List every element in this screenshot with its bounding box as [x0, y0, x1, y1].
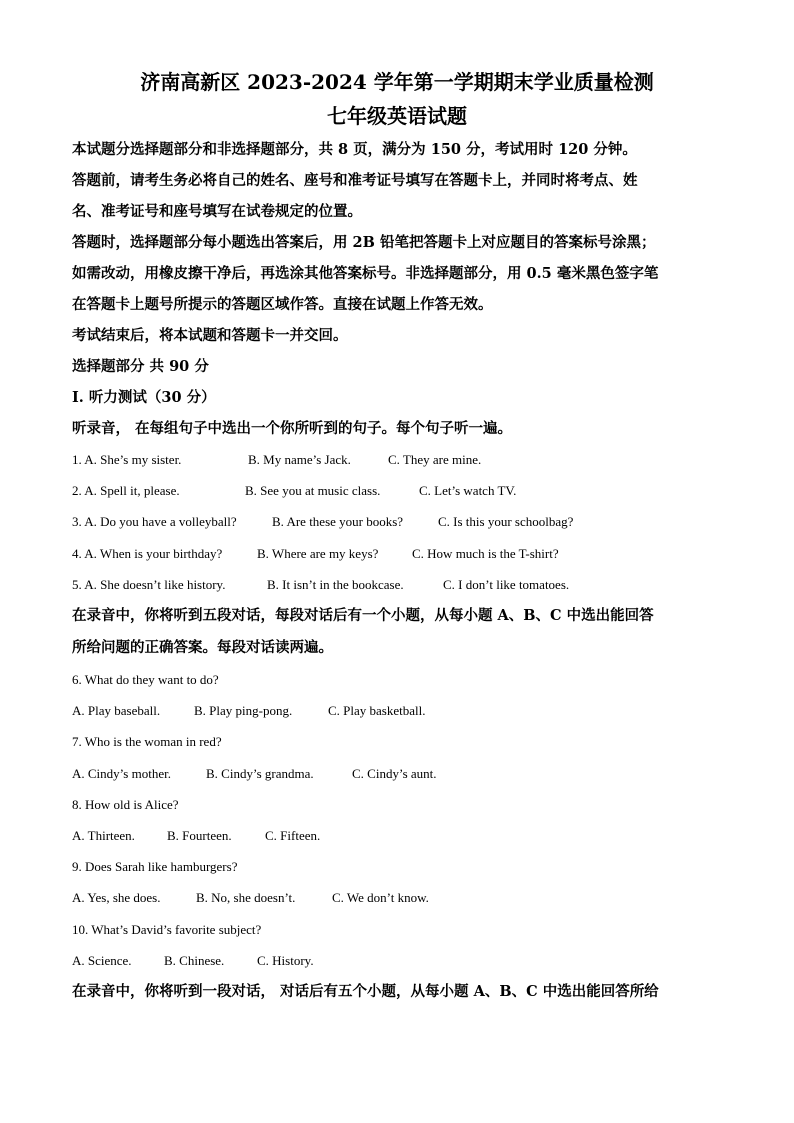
option-a: 4. A. When is your birthday? [72, 545, 223, 561]
question-stem: 10. What’s David’s favorite subject? [72, 921, 262, 937]
question-row [72, 882, 722, 913]
instruction-line: 答题前，请考生务必将自己的姓名、座号和准考证号填写在答题卡上，并同时将考点、姓 [72, 172, 638, 189]
option-b: B. No, she doesn’t. [196, 890, 296, 906]
option-b: B. Play ping-pong. [194, 703, 293, 719]
option-a: A. Yes, she does. [72, 890, 161, 906]
option-b: B. Fourteen. [167, 828, 232, 844]
question-row [72, 820, 722, 851]
question-row [72, 538, 722, 569]
option-c: C. They are mine. [388, 452, 482, 467]
question-row [72, 758, 722, 789]
option-a: A. Thirteen. [72, 828, 135, 844]
question-stem: 9. Does Sarah like hamburgers? [72, 859, 238, 875]
question-row [72, 506, 722, 537]
option-b: B. Chinese. [164, 952, 225, 968]
exam-page [72, 68, 722, 1008]
question-stem: 8. How old is Alice? [72, 796, 179, 812]
option-b: B. Where are my keys? [257, 545, 379, 561]
question-row [72, 695, 722, 726]
option-c: C. Cindy’s aunt. [352, 765, 437, 781]
option-a: A. Cindy’s mother. [72, 765, 171, 781]
option-b: B. See you at music class. [245, 483, 381, 499]
listening-directions-3: 在录音中，你将听到一段对话， 对话后有五个小题，从每小题 A、B、C 中选出能回答所给 [72, 983, 659, 1001]
part-label: 选择题部分 共 90 分 [72, 358, 209, 375]
option-c: C. History. [257, 952, 314, 968]
option-c: C. Let’s watch TV. [419, 483, 517, 499]
instruction-line: 名、准考证号和座号填写在试卷规定的位置。 [72, 203, 362, 220]
option-a: A. Play baseball. [72, 703, 161, 719]
option-c: C. I don’t like tomatoes. [443, 576, 570, 592]
question-row [72, 444, 722, 475]
option-c: C. Is this your schoolbag? [438, 514, 574, 530]
listening-directions-2-cont: 所给问题的正确答案。每段对话读两遍。 [72, 639, 333, 657]
dialogue-items [72, 664, 722, 976]
option-c: C. How much is the T-shirt? [412, 545, 559, 561]
sentence-items [72, 444, 722, 600]
exam-subtitle: 七年级英语试题 [327, 104, 467, 128]
listening-directions-2: 在录音中，你将听到五段对话，每段对话后有一个小题，从每小题 A、B、C 中选出能回答 [72, 607, 654, 625]
option-b: B. Are these your books? [272, 514, 404, 530]
instruction-line: 如需改动，用橡皮擦干净后，再选涂其他答案标号。非选择题部分，用 0.5 毫米黑色签字笔 [72, 265, 659, 282]
option-c: C. Play basketball. [328, 703, 426, 719]
instruction-line: 在答题卡上题号所提示的答题区域作答。直接在试题上作答无效。 [72, 296, 493, 313]
question-stem: 6. What do they want to do? [72, 672, 219, 688]
option-a: 5. A. She doesn’t like history. [72, 576, 226, 592]
option-a: 1. A. She’s my sister. [72, 452, 182, 467]
option-c: C. Fifteen. [265, 828, 321, 844]
listening-section-label: Ⅰ. 听力测试（30 分） [72, 389, 216, 406]
option-a: A. Science. [72, 952, 132, 968]
option-b: B. Cindy’s grandma. [206, 765, 314, 781]
instructions-block [72, 134, 722, 351]
instruction-line: 本试题分选择题部分和非选择题部分，共 8 页，满分为 150 分，考试用时 120 分钟。 [72, 141, 637, 158]
option-b: B. My name’s Jack. [248, 452, 351, 467]
instruction-line: 答题时，选择题部分每小题选出答案后，用 2B 铅笔把答题卡上对应题目的答案标号涂黑； [72, 234, 656, 251]
question-row [72, 945, 722, 976]
question-row [72, 569, 722, 600]
option-a: 3. A. Do you have a volleyball? [72, 514, 237, 530]
question-row [72, 475, 722, 506]
option-c: C. We don’t know. [332, 890, 429, 906]
listening-directions-1: 听录音， 在每组句子中选出一个你所听到的句子。每个句子听一遍。 [72, 420, 513, 437]
option-a: 2. A. Spell it, please. [72, 483, 180, 499]
instruction-line: 考试结束后，将本试题和答题卡一并交回。 [72, 327, 348, 344]
option-b: B. It isn’t in the bookcase. [267, 576, 404, 592]
question-stem: 7. Who is the woman in red? [72, 734, 222, 750]
exam-title: 济南高新区 2023-2024 学年第一学期期末学业质量检测 [140, 70, 654, 94]
